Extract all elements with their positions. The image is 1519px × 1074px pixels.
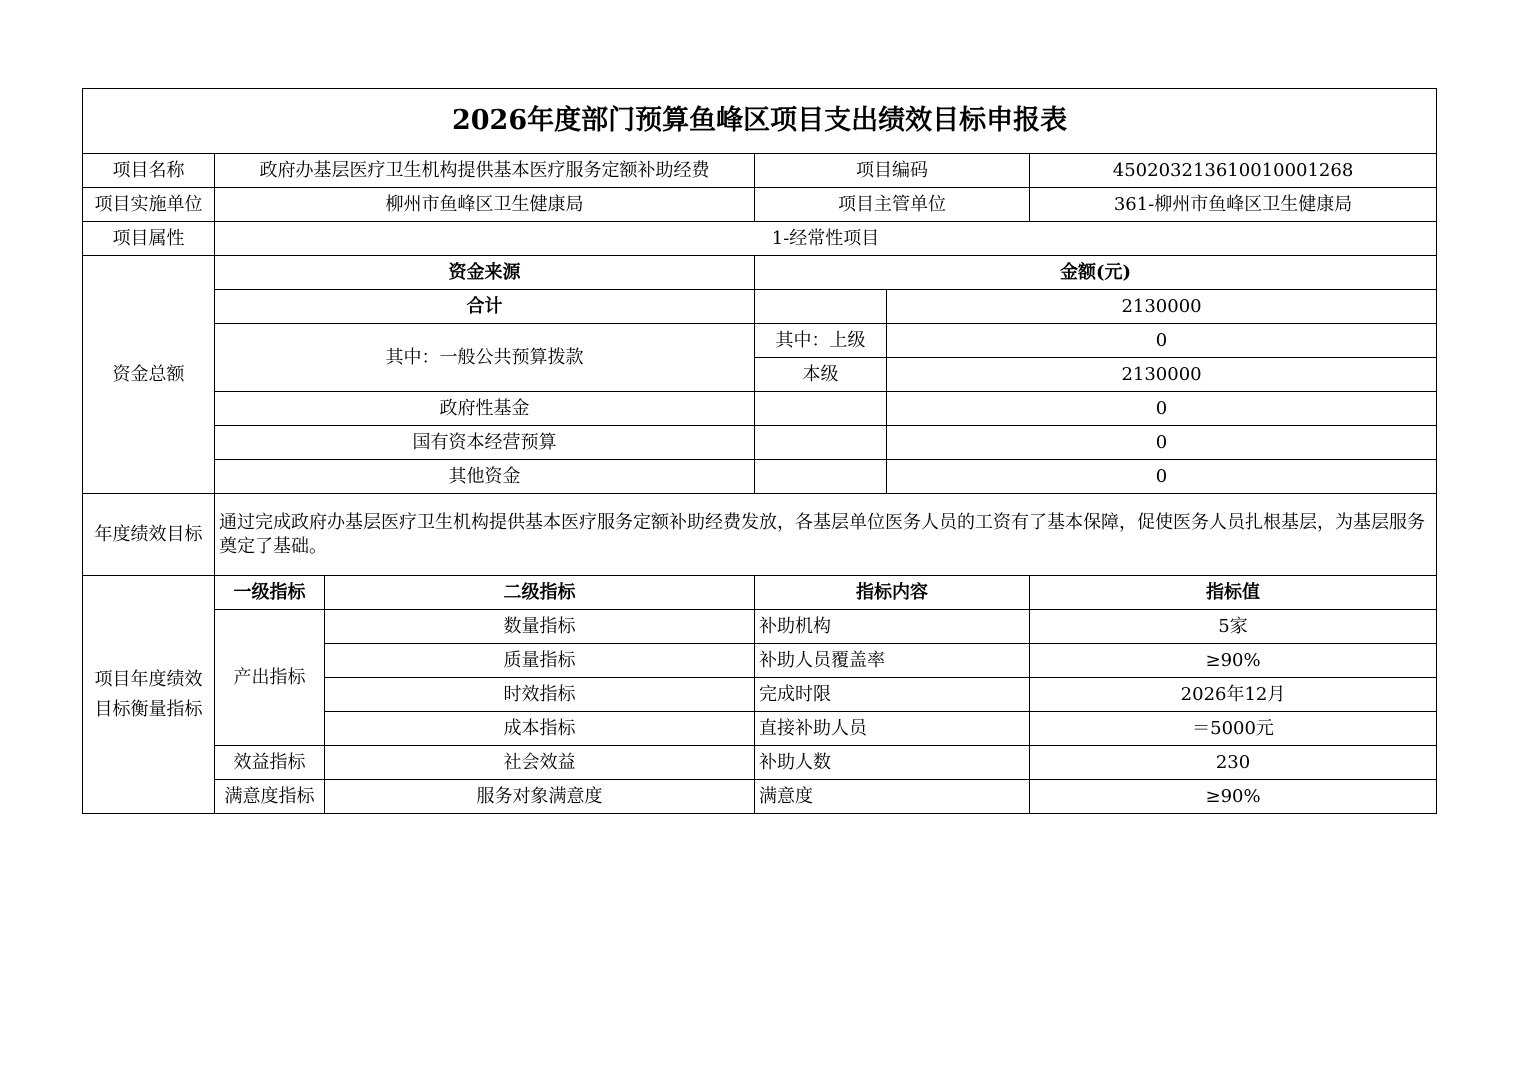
mgr-unit-label: 项目主管单位 xyxy=(755,188,1030,222)
content-cell: 补助人数 xyxy=(755,746,1030,780)
value-cell: 230 xyxy=(1030,746,1437,780)
level2-cell: 社会效益 xyxy=(325,746,755,780)
header-value: 指标值 xyxy=(1030,576,1437,610)
value-cell: 5家 xyxy=(1030,610,1437,644)
funds-general-label: 其中：一般公共预算拨款 xyxy=(215,324,755,392)
level2-cell: 数量指标 xyxy=(325,610,755,644)
value-cell: ＝5000元 xyxy=(1030,712,1437,746)
value-cell: ≥90% xyxy=(1030,780,1437,814)
annual-goal-label: 年度绩效目标 xyxy=(83,494,215,576)
mgr-unit-value: 361-柳州市鱼峰区卫生健康局 xyxy=(1030,188,1437,222)
project-name-value: 政府办基层医疗卫生机构提供基本医疗服务定额补助经费 xyxy=(215,154,755,188)
annual-goal-text: 通过完成政府办基层医疗卫生机构提供基本医疗服务定额补助经费发放，各基层单位医务人员的工资有了基本保障，促使医务人员扎根基层，为基层服务奠定了基础。 xyxy=(215,494,1437,576)
header-content: 指标内容 xyxy=(755,576,1030,610)
project-attr-value: 1-经常性项目 xyxy=(215,222,1437,256)
indicators-section-label: 项目年度绩效目标衡量指标 xyxy=(83,576,215,814)
funds-state-capital-label: 国有资本经营预算 xyxy=(215,426,755,460)
impl-unit-label: 项目实施单位 xyxy=(83,188,215,222)
form-title: 2026年度部门预算鱼峰区项目支出绩效目标申报表 xyxy=(83,89,1437,154)
satisfaction-indicator-label: 满意度指标 xyxy=(215,780,325,814)
level2-cell: 质量指标 xyxy=(325,644,755,678)
value-cell: 2026年12月 xyxy=(1030,678,1437,712)
benefit-indicator-label: 效益指标 xyxy=(215,746,325,780)
level2-cell: 时效指标 xyxy=(325,678,755,712)
table-row xyxy=(83,610,1437,644)
content-cell: 完成时限 xyxy=(755,678,1030,712)
funds-upper-label: 其中：上级 xyxy=(755,324,887,358)
project-code-value: 450203213610010001268 xyxy=(1030,154,1437,188)
table-row xyxy=(83,746,1437,780)
table-row xyxy=(83,780,1437,814)
content-cell: 满意度 xyxy=(755,780,1030,814)
funds-local-label: 本级 xyxy=(755,358,887,392)
content-cell: 补助机构 xyxy=(755,610,1030,644)
funds-gov-fund-value: 0 xyxy=(887,392,1437,426)
output-indicator-label: 产出指标 xyxy=(215,610,325,746)
funds-other-sub xyxy=(755,460,887,494)
level2-cell: 成本指标 xyxy=(325,712,755,746)
header-level2: 二级指标 xyxy=(325,576,755,610)
funds-source-header: 资金来源 xyxy=(215,256,755,290)
content-cell: 直接补助人员 xyxy=(755,712,1030,746)
funds-total-label: 合计 xyxy=(215,290,755,324)
funds-total-sub xyxy=(755,290,887,324)
project-attr-label: 项目属性 xyxy=(83,222,215,256)
funds-other-label: 其他资金 xyxy=(215,460,755,494)
funds-local-value: 2130000 xyxy=(887,358,1437,392)
funds-other-value: 0 xyxy=(887,460,1437,494)
performance-target-form xyxy=(82,88,1437,814)
project-code-label: 项目编码 xyxy=(755,154,1030,188)
content-cell: 补助人员覆盖率 xyxy=(755,644,1030,678)
funds-amount-header: 金额(元) xyxy=(755,256,1437,290)
funds-gov-fund-sub xyxy=(755,392,887,426)
impl-unit-value: 柳州市鱼峰区卫生健康局 xyxy=(215,188,755,222)
funds-state-capital-value: 0 xyxy=(887,426,1437,460)
header-level1: 一级指标 xyxy=(215,576,325,610)
funds-gov-fund-label: 政府性基金 xyxy=(215,392,755,426)
funds-total-value: 2130000 xyxy=(887,290,1437,324)
value-cell: ≥90% xyxy=(1030,644,1437,678)
funds-state-capital-sub xyxy=(755,426,887,460)
funds-section-label: 资金总额 xyxy=(83,256,215,494)
funds-upper-value: 0 xyxy=(887,324,1437,358)
level2-cell: 服务对象满意度 xyxy=(325,780,755,814)
project-name-label: 项目名称 xyxy=(83,154,215,188)
